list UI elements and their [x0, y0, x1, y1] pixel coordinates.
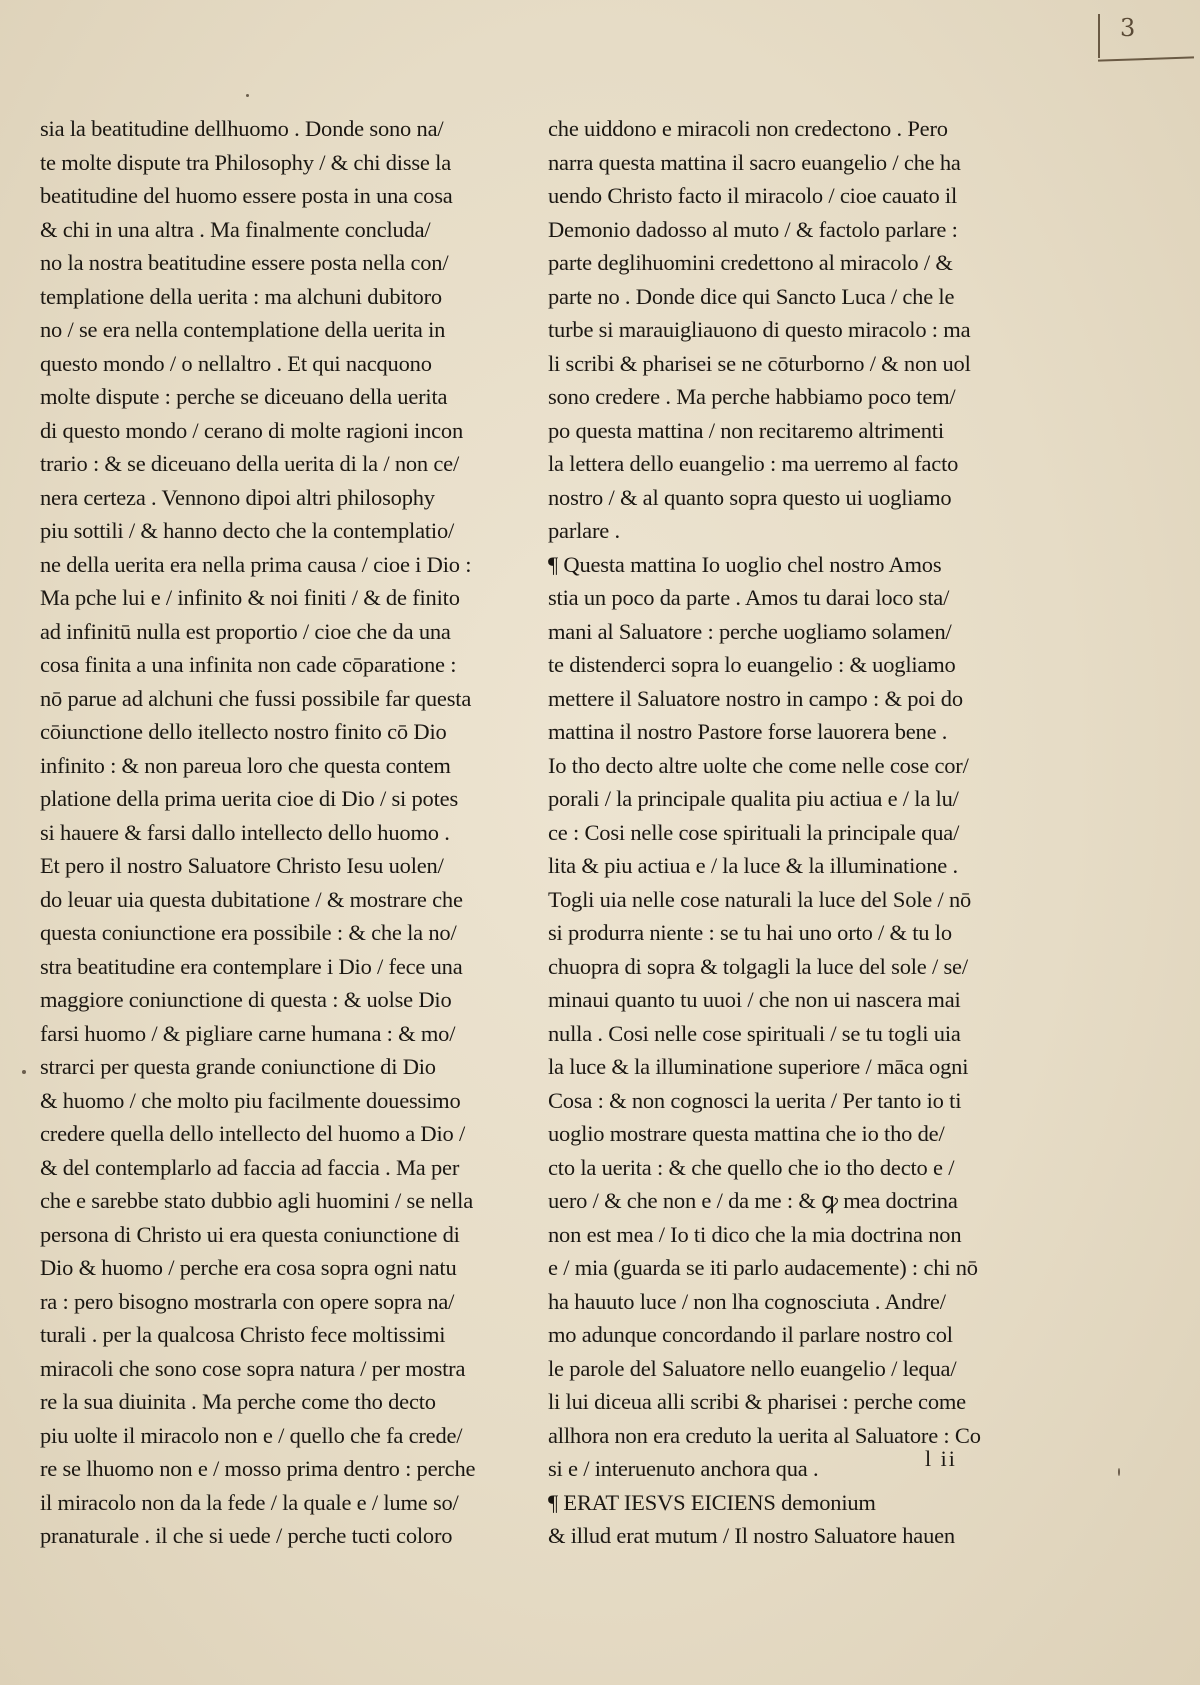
text-line: & chi in una altra . Ma finalmente concluda/ [40, 216, 431, 242]
text-line: non est mea / Io ti dico che la mia doctrina non [548, 1221, 962, 1247]
text-line: platione della prima uerita cioe di Dio / si potes [40, 786, 459, 811]
text-line: Cosa : & non cognosci la uerita / Per tanto io ti [548, 1087, 962, 1113]
text-line: Dio & huomo / perche era cosa sopra ogni natu [40, 1255, 457, 1280]
text-line: narra questa mattina il sacro euangelio / che ha [548, 149, 961, 175]
text-line: stia un poco da parte . Amos tu darai loco sta/ [548, 585, 950, 610]
text-line: mattina il nostro Pastore forse lauorera bene . [548, 719, 948, 744]
text-line: le parole del Saluatore nello euangelio / lequa/ [548, 1355, 957, 1381]
text-line: uero / & che non e / da me : & ꝙ mea doctrina [548, 1188, 958, 1213]
folio-bracket-vertical [1098, 14, 1100, 58]
text-line: nera certeza . Vennono dipoi altri philosophy [40, 484, 435, 510]
text-line: nostro / & al quanto sopra questo ui uogliamo [548, 484, 952, 510]
text-line: po questa mattina / non recitaremo altrimenti [548, 417, 944, 443]
text-line: Et pero il nostro Saluatore Christo Iesu uolen/ [40, 853, 444, 878]
text-line: stra beatitudine era contemplare i Dio / fece una [40, 953, 463, 979]
text-line: Io tho decto altre uolte che come nelle cose cor/ [548, 752, 969, 778]
text-line: miracoli che sono cose sopra natura / per mostra [40, 1355, 466, 1381]
text-line: credere quella dello intellecto del huomo a Dio / [40, 1121, 466, 1146]
text-line: porali / la principale qualita piu actiua e / la lu/ [548, 786, 959, 811]
text-line: il miracolo non da la fede / la quale e / lume so/ [40, 1489, 459, 1515]
text-column-right [548, 112, 1018, 1553]
text-line: sia la beatitudine dellhuomo . Donde sono na/ [40, 116, 444, 141]
signature-mark: l ii [925, 1446, 957, 1471]
text-line: turbe si marauigliauono di questo miracolo : ma [548, 317, 971, 342]
text-line: la luce & la illuminatione superiore / māca ogni [548, 1054, 969, 1079]
text-line: nō parue ad alchuni che fussi possibile far questa [40, 685, 472, 711]
text-line: uoglio mostrare questa mattina che io tho de/ [548, 1121, 945, 1146]
text-line: ha hauuto luce / non lha cognosciuta . Andre/ [548, 1288, 946, 1314]
text-line: allhora non era creduto la uerita al Saluatore : Co [548, 1422, 981, 1448]
text-line: templatione della uerita : ma alchuni dubitoro [40, 283, 442, 309]
text-line: re la sua diuinita . Ma perche come tho decto [40, 1389, 436, 1414]
text-line: si hauere & farsi dallo intellecto dello huomo . [40, 819, 450, 845]
text-line: infinito : & non pareua loro che questa contem [40, 752, 451, 778]
text-line: lita & piu actiua e / la luce & la illuminatione . [548, 853, 958, 878]
text-line: do leuar uia questa dubitatione / & mostrare che [40, 886, 463, 912]
text-line: li scribi & pharisei se ne cōturborno / & non uol [548, 350, 971, 376]
text-line: questo mondo / o nellaltro . Et qui nacquono [40, 350, 432, 376]
text-line: pranaturale . il che si uede / perche tucti coloro [40, 1523, 453, 1548]
text-line: Ma pche lui e / infinito & noi finiti / & de finito [40, 585, 460, 610]
text-line: piu uolte il miracolo non e / quello che fa crede/ [40, 1422, 463, 1448]
text-line: uendo Christo facto il miracolo / cioe cauato il [548, 183, 958, 208]
text-line: parte no . Donde dice qui Sancto Luca / che le [548, 283, 955, 309]
text-line: che uiddono e miracoli non credectono . Pero [548, 116, 948, 141]
text-line: sono credere . Ma perche habbiamo poco tem/ [548, 384, 956, 409]
text-line: strarci per questa grande coniunctione di Dio [40, 1054, 436, 1079]
text-line: cto la uerita : & che quello che io tho decto e / [548, 1154, 955, 1180]
text-line: ¶ ERAT IESVS EICIENS demonium [548, 1489, 876, 1515]
ink-speck [246, 94, 249, 97]
text-line: ne della uerita era nella prima causa / cioe i Dio : [40, 551, 472, 577]
text-line: ad infinitū nulla est proportio / cioe che da una [40, 618, 451, 644]
text-line: di questo mondo / cerano di molte ragioni incon [40, 417, 464, 443]
ink-speck [22, 1070, 26, 1074]
text-line: te molte dispute tra Philosophy / & chi disse la [40, 149, 451, 175]
text-line: Togli uia nelle cose naturali la luce del Sole / nō [548, 886, 972, 912]
text-line: & del contemplarlo ad faccia ad faccia . Ma per [40, 1154, 460, 1180]
text-line: farsi huomo / & pigliare carne humana : & mo/ [40, 1020, 456, 1046]
text-line: beatitudine del huomo essere posta in una cosa [40, 183, 453, 208]
text-line: re se lhuomo non e / mosso prima dentro : perche [40, 1456, 476, 1481]
text-line: & huomo / che molto piu facilmente douessimo [40, 1087, 461, 1113]
text-line: persona di Christo ui era questa coniunctione di [40, 1221, 460, 1247]
text-line: turali . per la qualcosa Christo fece moltissimi [40, 1322, 446, 1347]
text-line: minaui quanto tu uuoi / che non ui nascera mai [548, 987, 961, 1012]
text-line: cosa finita a una infinita non cade cōparatione : [40, 652, 457, 677]
text-line: questa coniunctione era possibile : & che la no/ [40, 920, 457, 945]
text-line: la lettera dello euangelio : ma uerremo al facto [548, 451, 959, 476]
text-line: maggiore coniunctione di questa : & uolse Dio [40, 987, 452, 1012]
text-line: mo adunque concordando il parlare nostro col [548, 1322, 953, 1347]
text-line: che e sarebbe stato dubbio agli huomini / se nella [40, 1188, 474, 1213]
text-line: ce : Cosi nelle cose spirituali la principale qua/ [548, 819, 960, 845]
text-line: si e / interuenuto anchora qua . [548, 1456, 819, 1481]
text-line: parlare . [548, 518, 620, 543]
text-line: mettere il Saluatore nostro in campo : & poi do [548, 685, 963, 711]
text-line: nulla . Cosi nelle cose spirituali / se tu togli uia [548, 1020, 961, 1046]
folio-bracket-horizontal [1098, 56, 1194, 61]
text-line: si produrra niente : se tu hai uno orto / & tu lo [548, 920, 952, 945]
text-column-left [40, 112, 510, 1553]
text-line: parte deglihuomini credettono al miracolo / & [548, 250, 953, 275]
text-line: & illud erat mutum / Il nostro Saluatore hauen [548, 1523, 955, 1548]
folio-number: 3 [1120, 14, 1136, 42]
text-line: te distenderci sopra lo euangelio : & uogliamo [548, 652, 956, 677]
text-line: chuopra di sopra & tolgagli la luce del sole / se/ [548, 953, 968, 979]
text-line: ¶ Questa mattina Io uoglio chel nostro Amos [548, 551, 942, 577]
text-line: no / se era nella contemplatione della uerita in [40, 317, 446, 342]
text-line: molte dispute : perche se diceuano della uerita [40, 384, 448, 409]
text-line: cōiunctione dello itellecto nostro finito cō Dio [40, 719, 447, 744]
text-line: piu sottili / & hanno decto che la contemplatio/ [40, 518, 455, 543]
text-line: li lui diceua alli scribi & pharisei : perche come [548, 1389, 966, 1414]
text-line: mani al Saluatore : perche uogliamo solamen/ [548, 618, 952, 644]
text-line: trario : & se diceuano della uerita di la / non ce/ [40, 451, 460, 476]
text-line: e / mia (guarda se iti parlo audacemente) : chi nō [548, 1255, 978, 1280]
ink-speck [1118, 1468, 1120, 1476]
text-line: no la nostra beatitudine essere posta nella con/ [40, 250, 449, 275]
text-line: ra : pero bisogno mostrarla con opere sopra na/ [40, 1288, 455, 1314]
text-line: Demonio dadosso al muto / & factolo parlare : [548, 216, 958, 242]
handwritten-folio-mark [1098, 10, 1198, 66]
